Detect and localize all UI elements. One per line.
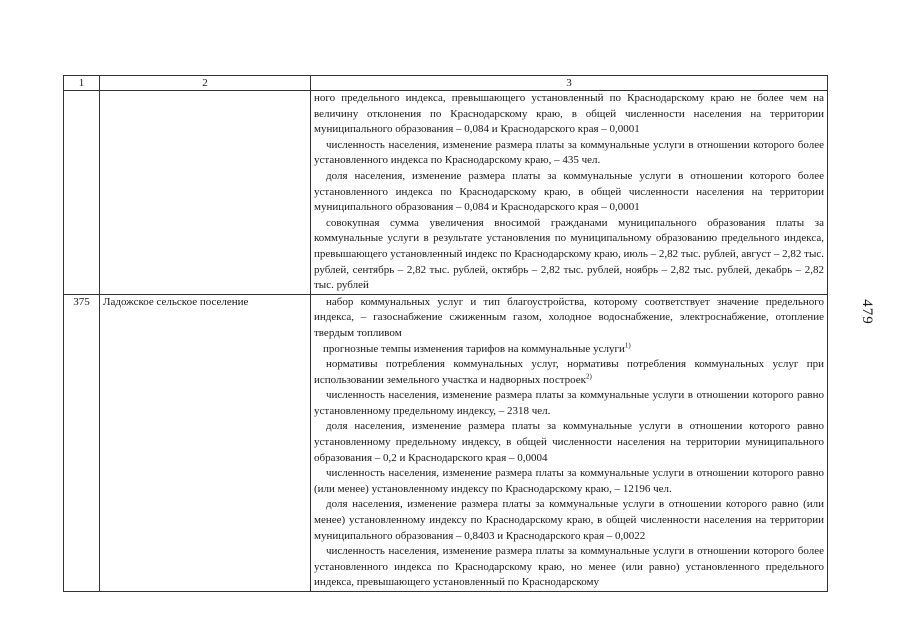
table-header-row [64,76,828,91]
table-row [64,91,828,295]
settlement-name-cell: Ладожское сельское поселение [100,294,311,591]
row-number-cell: 375 [64,294,100,591]
description-paragraph: ного предельного индекса, превышающего установленный по Краснодарскому краю не более чем на величину отклонения по Краснодарскому краю, в общей численности населения на территории муниципального образования – 0,084 и Краснодарского края – 0,0001 [314,92,824,136]
row-number-cell [64,91,100,295]
description-cell [311,294,828,591]
description-paragraph: совокупная сумма увеличения вносимой гражданами муниципального образования платы за коммунальные услуги в результате установления по муниципальному образованию предельного индекса, превышающего установленный индекс по Краснодарскому краю, июль – 2,82 тыс. рублей, август – 2,82 тыс. рублей, сентябрь – 2,82 тыс. рублей, октябрь – 2,82 тыс. рублей, ноябрь – 2,82 тыс. рублей, декабрь – 2,82 тыс. рублей [314,216,824,292]
footnote-marker: 2) [586,372,592,381]
paragraph-text: нормативы потребления коммунальных услуг, нормативы потребления коммунальных услуг при использовании земельного участка и надворных построек [314,358,824,386]
table-row [64,294,828,591]
description-paragraph: доля населения, изменение размера платы за коммунальные услуги в отношении которого более установленного индекса по Краснодарскому краю, в общей численности населения на территории муниципального образования – 0,084 и Краснодарского края – 0,0001 [314,169,824,214]
footnote-marker: 1) [624,340,631,349]
settlement-name-cell [100,91,311,295]
description-paragraph: доля населения, изменение размера платы за коммунальные услуги в отношении которого равно установленному предельному индексу, в общей численности населения на территории муниципального образования – 0,2 и Краснодарского края – 0,0004 [314,420,824,464]
description-paragraph: доля населения, изменение размера платы за коммунальные услуги в отношении которого равно (или менее) установленному индексу по Краснодарскому краю, в общей численности населения на территории муниципального образования – 0,8403 и Краснодарского края – 0,0022 [314,498,824,542]
data-table [63,75,828,592]
description-paragraph: численность населения, изменение размера платы за коммунальные услуги в отношении которого более установленного индекса по Краснодарскому краю, – 435 чел. [314,138,824,167]
page-number: 479 [859,299,876,325]
description-cell [311,91,828,295]
description-paragraph: численность населения, изменение размера платы за коммунальные услуги в отношении которого равно (или менее) установленному индексу по Краснодарскому краю, – 12196 чел. [314,467,824,495]
description-paragraph: численность населения, изменение размера платы за коммунальные услуги в отношении которого более установленного индекса по Краснодарскому краю, но менее (или равно) установленного предельного индекса, превышающего установленный по Краснодарскому [314,545,824,589]
column-header-2: 2 [100,76,311,91]
description-paragraph: численность населения, изменение размера платы за коммунальные услуги в отношении которого равно установленному предельному индексу, – 2318 чел. [314,389,824,417]
paragraph-text: прогнозные темпы изменения тарифов на коммунальные услуги [323,342,625,355]
column-header-1: 1 [64,76,100,91]
description-paragraph [314,342,824,358]
description-paragraph [314,357,824,388]
column-header-3: 3 [311,76,828,91]
description-paragraph: набор коммунальных услуг и тип благоустройства, которому соответствует значение предельного индекса, – газоснабжение сжиженным газом, холодное водоснабжение, электроснабжение, отопление твердым топливом [314,295,824,339]
